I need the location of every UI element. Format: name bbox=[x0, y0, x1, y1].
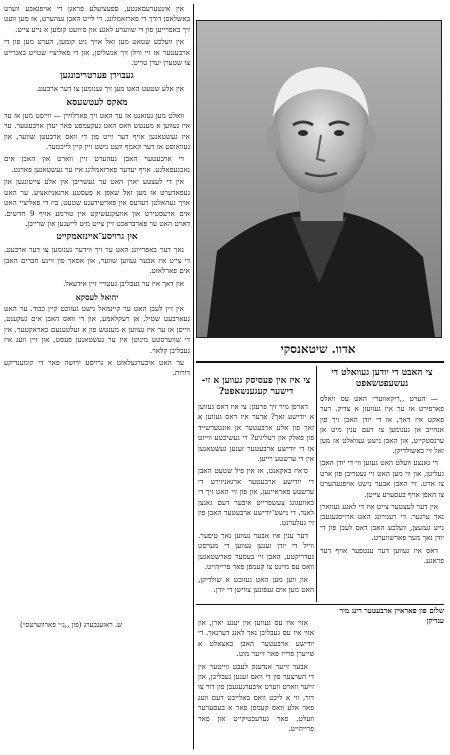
paragraph: דארפן מיר זיך פרעגן: צי איז דאס געווען א יודישע זאך? אדער איז דאס געווען א זאך פון אלע ארבעטער אן אונטערשייד פון פאלק און רעליגיע? די געשיכטע ווייזט אז די יודישע ארבעטער זענען געשטאנען אין די ערשטע רייען. bbox=[198, 402, 314, 464]
horizontal-rule bbox=[196, 604, 444, 605]
paragraph: וואלט מען געזאגט אז ער האט זיך פארלוירן — ווייסט מען אז ער איז געווען א מענטש וואס האט געקעמפט פאר יעדן ארבעטער. ער איז געשטאנען אויף דער זייט פון די וואס ארבעטן שווער, און געוואוסט אז דער קאמף וועט נישט זיין קיין לייכטער. bbox=[4, 110, 190, 152]
paragraph: אין וועלכע שטאט מען זאל אויך ניט קומען, הערט מען פון די ארבעטער אז זיי ווילן זיך אנשליסן, און די פאליציי שטייט באגרייט צו שטערן יעדן טריט. bbox=[4, 37, 190, 68]
paragraph: און דאך איז ער געבליבן געטריי זיין אידעאל. bbox=[63, 278, 184, 288]
paragraph: אין דער לעצטער צייט איז די לאגע געווארן נאך ערגער. די רעגירונג האט ארויסגעגעבן נייע געזעצן, וועלכע האבן דאס לעבן פון די יודן נאך מער פארשווערט. bbox=[320, 502, 444, 543]
paragraph: אין אלע שטעט האט מען זיך גענומען צו דער ארבעט. bbox=[36, 84, 184, 94]
paragraph: דער ענין איז אבער געווען נאך טיפער. ווייל די יודן זענען געווען די מערסט געדריקטע, האבן זיי בעסער פארשטאנען וואס עס מיינט צו קעמפן פאר פרייהייט. bbox=[198, 530, 314, 572]
section-heading: יהואל לעסקא bbox=[75, 291, 119, 302]
paragraph: אזוי איז עס געווען אין יענע יארן, און אזוי איז עס געבליבן נאך לאנג דערנאך. די יודישע ארבעטער האבן באצאלט א טייערן פרייז פאר זייער מוט. bbox=[198, 618, 314, 659]
column-divider bbox=[316, 366, 317, 602]
paragraph: נאך דער באפרייונג האט ער זיך ווידער גענומען צו דער ארבעט. די צייט איז אבער געווען שווער, און אסאך פון זיינע חברים האבן אים פארלאזט. bbox=[4, 245, 190, 276]
paragraph: די ארבעטער האבן געהערט זיין ווארט און האבן אים נאכגעפאלגט. אויף יעדער פארזאמלונג איז ער געשטאנען פארנט. bbox=[4, 154, 190, 174]
paragraph: דאס איז געווען דער ענטפער אויף דער פראגע. bbox=[320, 545, 444, 566]
paragraph: — הערט ,,ריקאווער״ האט עס וואלס פארפירט אז ער איז געוועזן א צדיק. דער פאקט איז דאך, אז די יודן האבן זיך פון אנהייב אן גענומען צו דעם ענין מיט אן ערנסטקייט, און האבן נישט געוואלט אז מען זאל זיי באשולדיקן. bbox=[320, 394, 444, 456]
left-column bbox=[4, 4, 190, 744]
section-heading: אין גרויסע־איינזאמקייט bbox=[56, 232, 138, 243]
paragraph: ס׳איז באקאנט, אז אין פיל שטעט האבן די יודישע ארבעטער ארגאניזירט די ערשטע פאראיינען, און פון זיי האט זיך די באוועגונג צעשפרייט איבער דעם גאנצן לאנד. די נישט־יודישע ארבעטער האבן פון זיי געלערנט. bbox=[198, 466, 314, 528]
paragraph: און ווען מען האט געזוכט א שולדיקן, האט מען אים געפונען צווישן די יודן. bbox=[198, 574, 314, 594]
article-column-middle bbox=[198, 402, 314, 602]
article-headline: צי איז אין פעסיסק געווען א זי- דישער קעגענשאפט? bbox=[201, 376, 311, 397]
horizontal-rule bbox=[196, 361, 444, 363]
article-headline: צי האבט די יודען געוואלט די נעשעפטשאפט bbox=[331, 368, 433, 389]
paragraph: ער האט איבערגעלאזט א גרויסע ירושה פאר די קומענדיקע דורות. bbox=[4, 357, 190, 378]
article-column-right bbox=[320, 394, 444, 594]
column-divider bbox=[193, 4, 194, 749]
paragraph: אין זיין לעבן האט ער קיינמאל נישט געזוכט קיין כבוד. ער האט געארבעט שטיל, אן רעקלאמע, און די וואס האבן אים געקענט, ווייסן אז ער איז געווען א מענטש פון א זעלטענעם כאראקטער. אין די שווערסטע מינוטן איז ער געשטאנען פעסט, און זיין וועג איז געבליבן קלאר. bbox=[4, 303, 190, 355]
footer-line: שלום פון פאראיין ארבעטער רינג מיר ענדיקן bbox=[339, 606, 444, 625]
signature-line: ש. ראזענבערג (פון ,,נ״י פארווערטס״) bbox=[20, 621, 123, 629]
photo-caption: אדוו. שיטאנסקי bbox=[280, 342, 356, 356]
portrait-image bbox=[197, 21, 441, 337]
article-column-bottom bbox=[198, 618, 314, 750]
paragraph: אין אינטערעסאנטע, ספעציעלע פראגן די אויפגאבע ווערט באשלאסן דורך די פארזאמלונג. די לייט האבן געהערט, אז מען וועט זיך באפרייען פון די שווערע לאגע און ס׳וועט קומען א נייע צייט. bbox=[4, 4, 190, 34]
section-heading: געבוירן פערטריבונגען bbox=[60, 71, 134, 82]
paragraph: אין די לעצטע יארן האט ער געשריבן אין אלע צייטונגען און געפאדערט אז מען זאל שאפן א פעסטע ארגאניזאציע. ער האט אויך געהאלטן רעדעס אין פארשידענע שטעט, ביז די פאליציי האט אים ארעסטירט און אוועקגעשיקט אין טורמע אויף 9 חדשים. דארט האט ער פארבראכט זיין צייט מיט לייענען און שרייבן. bbox=[4, 177, 190, 228]
section-heading: מאקס לעטשעסא bbox=[66, 97, 128, 108]
portrait-photo bbox=[196, 20, 442, 338]
paragraph: אבער זייער אנדענק לעבט ווייטער אין די הערצער פון די וואס זענען געבליבן, און זייער ווארט ווערט איבערגעגעבן פון דור צו דור, ווי א ליכט וואס באלייכט דעם וועג פאר אלע וואס קעמפן פאר א בעסערער וועלט, פאר גערעכטיקייט און פאר פרייהייט. bbox=[198, 661, 314, 734]
paragraph: די גאנצע וועלט האט געזען ווי די יודן האבן געליטן, און ווי מען האט זיי געטריבן פון ארט צו ארט. זיי האבן אבער נישט אויפגעהערט צו האפן אויף בעסערע צייטן. bbox=[320, 458, 444, 499]
